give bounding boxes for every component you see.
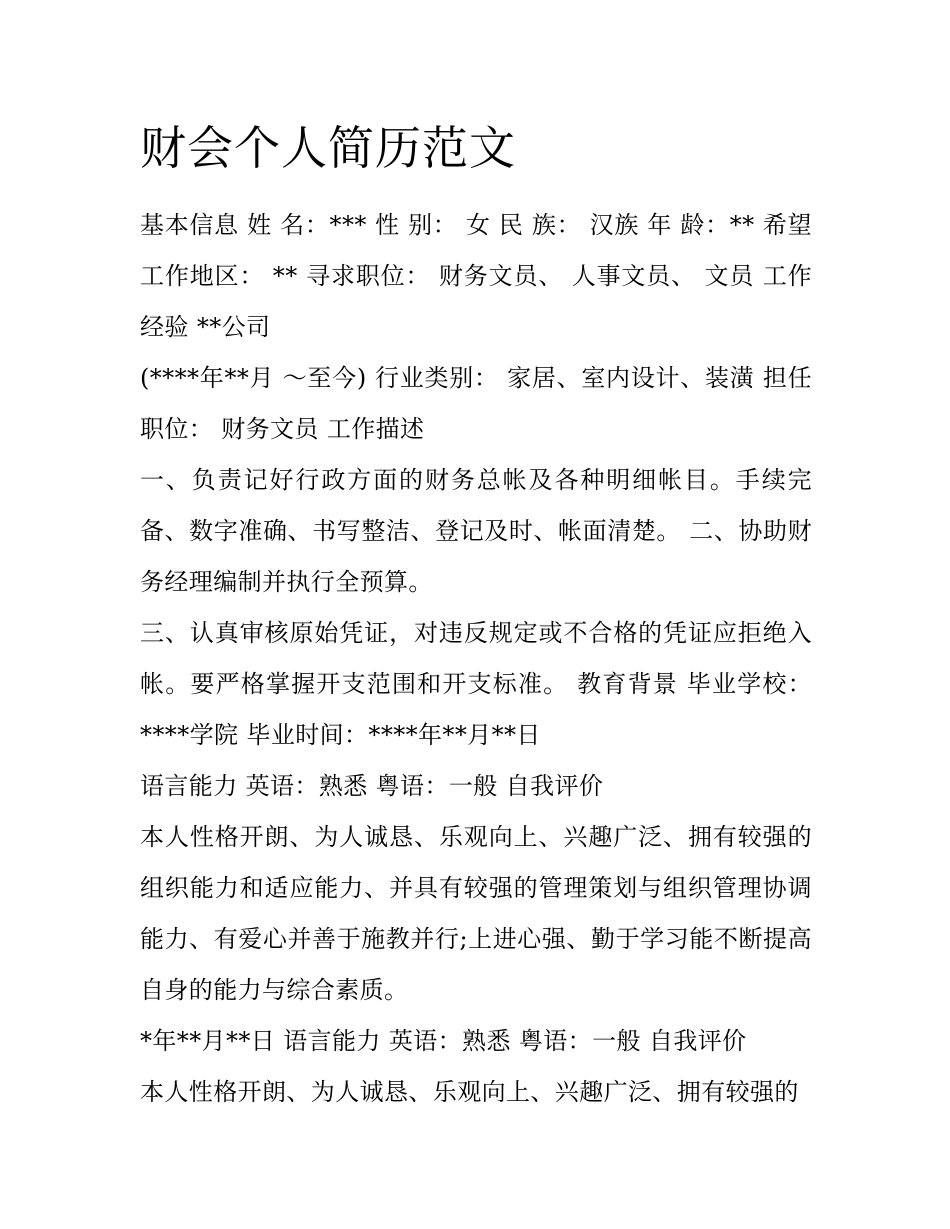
paragraph-language-ability-repeat: *年**月**日 语言能力 英语：熟悉 粤语：一般 自我评价 [140, 1027, 747, 1055]
paragraph-language-ability: 语言能力 英语：熟悉 粤语：一般 自我评价 [140, 772, 604, 800]
paragraph-work-period: (****年**月 ～至今) 行业类别： 家居、室内设计、装潢 担任职位： 财务文员 工作描述 [140, 364, 812, 443]
paragraph-self-evaluation-repeat: 本人性格开朗、为人诚恳、乐观向上、兴趣广泛、拥有较强的 [140, 1078, 799, 1106]
paragraph-duty-3-education: 三、认真审核原始凭证，对违反规定或不合格的凭证应拒绝入帐。要严格掌握开支范围和开支标准。 教育背景 毕业学校：****学院 毕业时间：****年**月**日 [140, 619, 812, 749]
paragraph-duty-1-2: 一、负责记好行政方面的财务总帐及各种明细帐目。手续完备、数字准确、书写整洁、登记及时、帐面清楚。 二、协助财务经理编制并执行全预算。 [140, 466, 812, 596]
paragraph-self-evaluation: 本人性格开朗、为人诚恳、乐观向上、兴趣广泛、拥有较强的组织能力和适应能力、并具有较强的管理策划与组织管理协调能力、有爱心并善于施教并行;上进心强、勤于学习能不断提高自身的能力与综合素质。 [140, 823, 812, 1004]
paragraph-basic-info: 基本信息 姓 名：*** 性 别： 女 民 族： 汉族 年 龄：** 希望工作地区： ** 寻求职位： 财务文员、 人事文员、 文员 工作经验 **公司 [140, 211, 812, 341]
document-page [140, 110, 812, 1118]
document-title: 财会个人简历范文 [140, 121, 516, 175]
